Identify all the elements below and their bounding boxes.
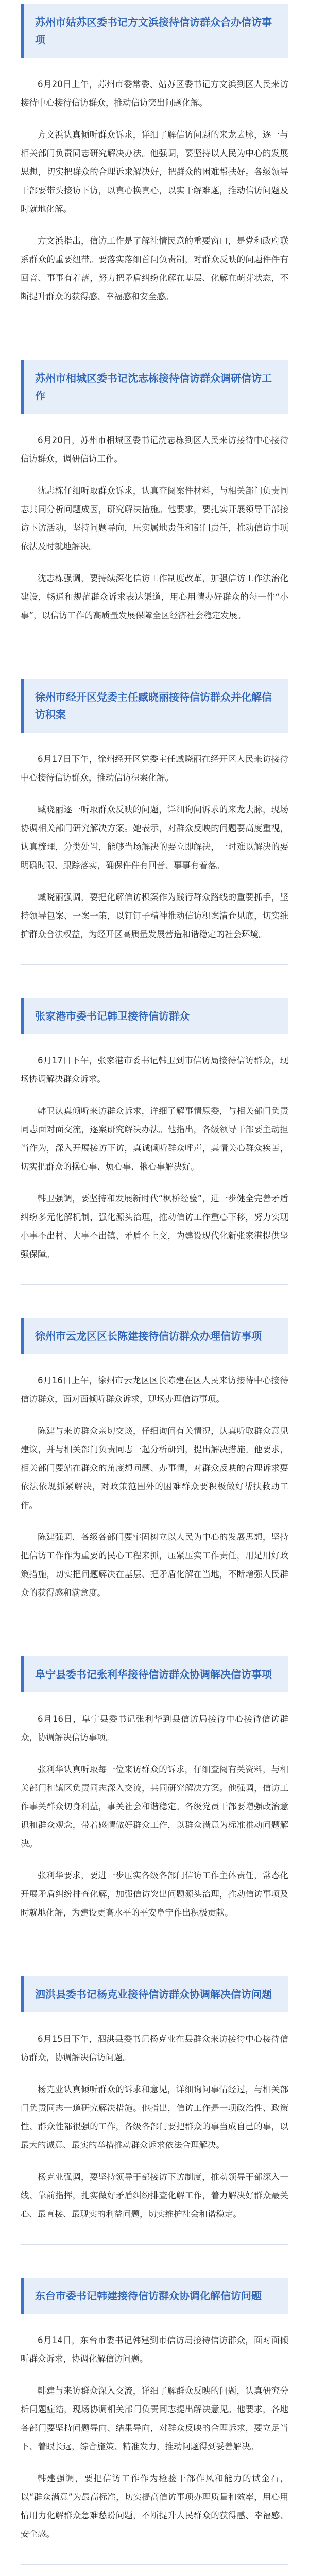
paragraph: 陈建强调，各级各部门要牢固树立以人民为中心的发展思想，坚持把信访工作作为重要的民心工程来抓，压紧压实工作责任，用足用好政策措施，切实把问题解决在基层、把矛盾化解在当地，不断增强人民群众的获得感和满意度。 [21,1532,288,1598]
section-title: 东台市委书记韩建接待信访群众协调化解信访问题 [35,2290,262,2302]
paragraph: 6月20日，苏州市相城区委书记沈志栋到区人民来访接待中心接待信访群众，调研信访工作。 [21,435,288,464]
section-title-block [21,998,288,1034]
section-divider [21,964,288,965]
paragraph: 韩建强调，要把信访工作作为检验干部作风和能力的试金石，以“群众满意”为最高标准，切实提高信访事项办理质量和效率，用心用情用力化解群众急难愁盼问题，不断提升人民群众的获得感、幸福感、安全感。 [21,2473,288,2539]
news-section [21,998,288,1285]
section-title: 苏州市姑苏区委书记方文浜接待信访群众合办信访事项 [35,16,272,46]
paragraph: 杨克业强调，要坚持领导干部接访下访制度，推动领导干部深入一线、靠前指挥，扎实做好矛盾纠纷排查化解工作，着力解决好群众最关心、最直接、最现实的利益问题，切实维护社会和谐稳定。 [21,2172,288,2219]
news-section [21,1318,288,1623]
paragraph: 韩卫认真倾听来访群众诉求，详细了解事情原委，与相关部门负责同志面对面交流，逐案研究解决办法。他指出，各级领导干部要主动担当作为，深入开展接访下访，真诚倾听群众呼声，真情关心群众疾苦，切实把群众的操心事、烦心事、揪心事解决好。 [21,1106,288,1172]
paragraph: 沈志栋强调，要持续深化信访工作制度改革，加强信访工作法治化建设，畅通和规范群众诉求表达渠道，用心用情办好群众的每一件“小事”，以信访工作的高质量发展保障全区经济社会稳定发展。 [21,573,288,620]
section-title-block [21,360,288,414]
paragraph: 6月15日下午，泗洪县委书记杨克业在县群众来访接待中心接待信访群众，协调解决信访问题。 [21,2034,288,2062]
paragraph: 韩建与来访群众深入交流，详细了解群众反映的问题，认真研究分析问题症结，现场协调相关部门负责同志提出解决意见。他要求，各地各部门要坚持问题导向、结果导向，对群众反映的合理诉求，要立足当下、着眼长远，综合施策、精准发力，推动问题得到妥善解决。 [21,2386,288,2451]
section-title: 阜宁县委书记张利华接待信访群众协调解决信访事项 [35,1668,272,1681]
paragraph: 6月17日下午，张家港市委书记韩卫到市信访局接待信访群众，现场协调解决群众诉求。 [21,1056,288,1084]
section-title-block [21,1976,288,2012]
paragraph: 6月14日，东台市委书记韩建到市信访局接待信访群众，面对面倾听群众诉求，协调化解信访问题。 [21,2335,288,2364]
section-title-block [21,1318,288,1354]
news-section [21,2278,288,2565]
paragraph: 张利华要求，要进一步压实各级各部门信访工作主体责任，常态化开展矛盾纠纷排查化解，加强信访突出问题源头治理，推动信访事项及时就地化解，为建设更高水平的平安阜宁作出积极贡献。 [21,1871,288,1918]
section-title: 泗洪县委书记杨克业接待信访群众协调解决信访问题 [35,1988,272,2001]
news-section [21,1976,288,2245]
news-section [21,360,288,646]
section-title: 张家港市委书记韩卫接待信访群众 [35,1010,190,1022]
section-divider [21,2244,288,2245]
section-title: 苏州市相城区委书记沈志栋接待信访群众调研信访工作 [35,372,272,402]
paragraph: 方文浜指出，信访工作是了解社情民意的重要窗口，是党和政府联系群众的重要纽带。要落实落细首问负责制，对群众反映的问题件件有回音、事事有着落，努力把矛盾纠纷化解在基层、化解在萌芽状态，不断提升群众的获得感、幸福感和安全感。 [21,236,288,301]
paragraph: 6月17日下午，徐州经开区党委主任臧晓丽在经开区人民来访接待中心接待信访群众，推动信访积案化解。 [21,754,288,783]
section-divider [21,1284,288,1285]
paragraph: 方文浜认真倾听群众诉求，详细了解信访问题的来龙去脉，逐一与相关部门负责同志研究解决办法。他强调，要坚持以人民为中心的发展思想，切实把群众的合理诉求解决好，把群众的困难帮扶好。各级领导干部要带头接访下访，以真心换真心，以实干解难题，推动信访问题及时就地化解。 [21,130,288,214]
paragraph: 韩卫强调，要坚持和发展新时代“枫桥经验”，进一步健全完善矛盾纠纷多元化解机制，强化源头治理，推动信访工作重心下移，努力实现小事不出村、大事不出镇、矛盾不上交，为建设现代化新张家港提供坚强保障。 [21,1194,288,1259]
section-title: 徐州市云龙区区长陈建接待信访群众办理信访事项 [35,1330,262,1342]
section-title-block [21,1656,288,1692]
paragraph: 沈志栋仔细听取群众诉求，认真查阅案件材料，与相关部门负责同志共同分析问题成因，研究解决措施。他要求，要扎实开展领导干部接访下访活动，坚持问题导向，压实属地责任和部门责任，推动信访事项依法及时就地解决。 [21,486,288,551]
news-section [21,679,288,965]
section-title-block [21,2278,288,2314]
section-title: 徐州市经开区党委主任臧晓丽接待信访群众并化解信访积案 [35,691,272,721]
paragraph: 张利华认真听取每一位来访群众的诉求，仔细查阅有关资料，与相关部门和镇区负责同志深入交流，共同研究解决方案。他强调，信访工作事关群众切身利益，事关社会和谐稳定。各级党员干部要增强政治意识和群众观念，带着感情做好群众工作，以群众满意为标准推动问题解决。 [21,1765,288,1849]
section-title-block [21,679,288,733]
paragraph: 陈建与来访群众亲切交谈，仔细询问有关情况，认真听取群众意见建议，并与相关部门负责同志一起分析研判，提出解决措施。他要求，相关部门要站在群众的角度想问题、办事情，对群众反映的合理诉求要依法依规抓紧解决，对政策范围外的困难群众要积极做好帮扶救助工作。 [21,1426,288,1510]
section-title-block [21,4,288,58]
paragraph: 杨克业认真倾听群众的诉求和意见，详细询问事情经过，与相关部门负责同志一道研究解决措施。他指出，信访工作是一项政治性、政策性、群众性都很强的工作，各级各部门要把群众的事当成自己的事，以最大的诚意、最实的举措推动群众诉求依法合理解决。 [21,2084,288,2150]
news-section [21,4,288,327]
paragraph: 臧晓丽强调，要把化解信访积案作为践行群众路线的重要抓手，坚持领导包案、一案一策，以钉钉子精神推动信访积案清仓见底，切实维护群众合法权益，为经开区高质量发展营造和谐稳定的社会环境。 [21,892,288,939]
section-divider [21,2564,288,2565]
paragraph: 6月16日上午，徐州市云龙区区长陈建在区人民来访接待中心接待信访群众，面对面倾听群众诉求，现场办理信访事项。 [21,1376,288,1404]
paragraph: 6月20日上午，苏州市委常委、姑苏区委书记方文浜到区人民来访接待中心接待信访群众，推动信访突出问题化解。 [21,79,288,108]
paragraph: 臧晓丽逐一听取群众反映的问题，详细询问诉求的来龙去脉，现场协调相关部门研究解决方案。她表示，对群众反映的问题要高度重视，认真梳理，分类处置，能够当场解决的要立即解决，一时难以解决的要明确时限、跟踪落实，确保件件有回音、事事有着落。 [21,805,288,870]
paragraph: 6月16日，阜宁县委书记张利华到县信访局接待中心接待信访群众，协调解决信访事项。 [21,1714,288,1742]
news-section [21,1656,288,1943]
